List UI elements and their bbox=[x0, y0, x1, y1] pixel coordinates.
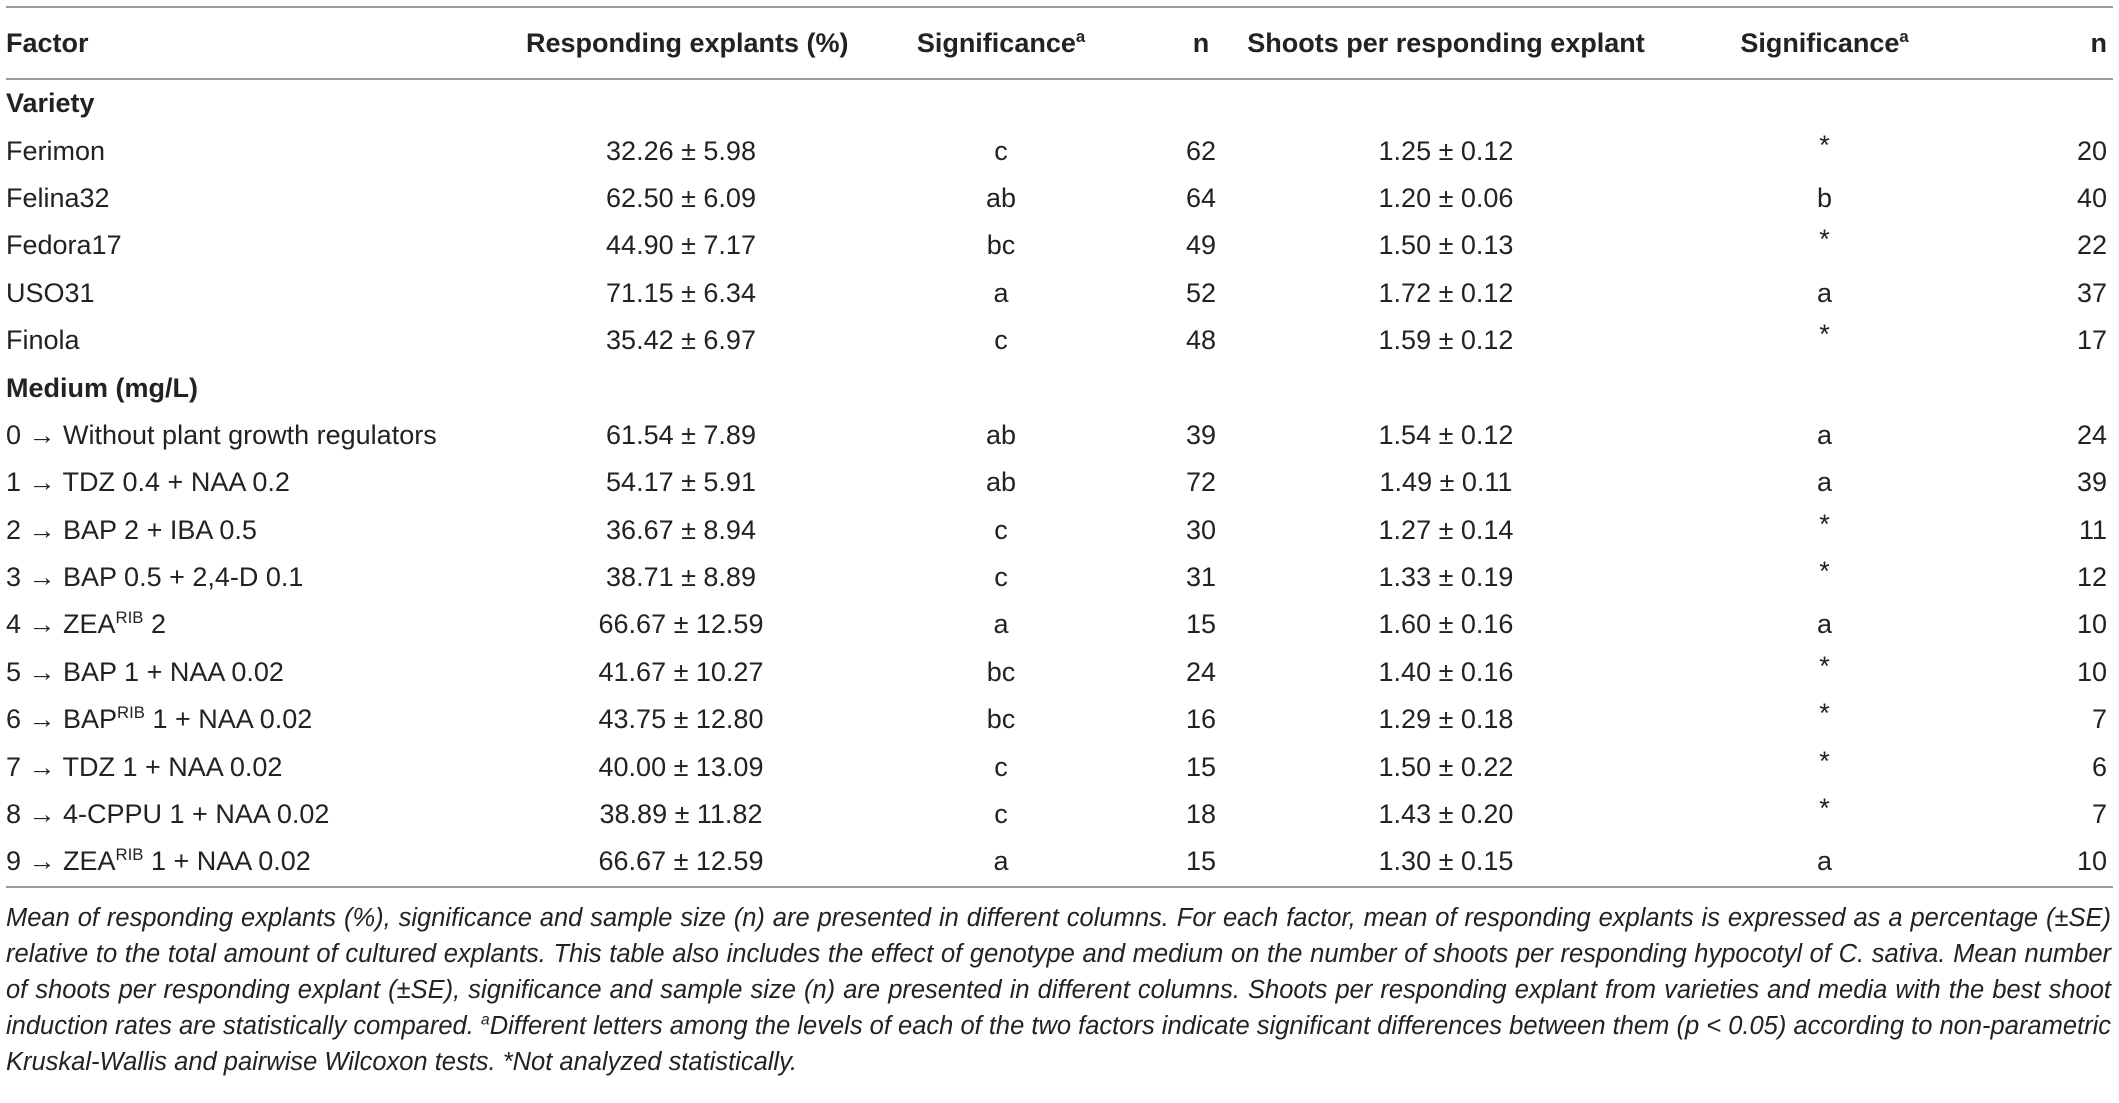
cell-responding: 66.67 ± 12.59 bbox=[598, 609, 764, 640]
cell-n-2: 22 bbox=[2076, 230, 2107, 261]
cell-shoots: 1.59 ± 0.12 bbox=[1378, 325, 1514, 356]
table-row bbox=[6, 175, 2113, 222]
header-significance-2: Significance$^a$ bbox=[1740, 26, 1909, 58]
table-row bbox=[6, 222, 2113, 269]
cell-n-1: 49 bbox=[1185, 230, 1217, 261]
cell-n-2: 10 bbox=[2076, 656, 2107, 687]
cell-shoots: 1.27 ± 0.14 bbox=[1378, 514, 1514, 545]
table-body bbox=[6, 79, 2113, 887]
cell-n-1: 31 bbox=[1185, 562, 1217, 593]
cell-significance-1: bc bbox=[986, 656, 1016, 687]
cell-significance-2: * bbox=[1819, 793, 1830, 824]
cell-n-1: 18 bbox=[1185, 799, 1217, 830]
table-header bbox=[6, 7, 2113, 79]
header-n-2: n bbox=[2090, 27, 2107, 58]
table-row bbox=[6, 459, 2113, 506]
cell-responding: 71.15 ± 6.34 bbox=[606, 277, 756, 308]
cell-factor: 0 → Without plant growth regulators bbox=[6, 419, 437, 450]
cell-factor: $4 \to ZEA^{RIB}$ 2 bbox=[6, 608, 166, 640]
cell-significance-1: a bbox=[993, 277, 1009, 308]
cell-shoots: 1.40 ± 0.16 bbox=[1378, 656, 1514, 687]
table-footnote: Mean of responding explants (%), significance and sample size (n) are presented in different columns. For each factor, mean of responding explants is expressed as a percentage (±SE) relative to the total amount of cultured explants. This table also includes the effect of genotype and medium on the number of shoots per responding hypocotyl of C. sativa. Mean number of shoots per responding explant (±SE), significance and sample size (n) are presented in different columns. Shoots per responding explant from varieties and media with the best shoot induction rates are statistically compared. $^a$Different letters among the levels of each of the two factors indicate significant differences between them (p < 0.05) according to non-parametric Kruskal-Wallis and pairwise Wilcoxon tests. *Not analyzed statistically. bbox=[6, 903, 2111, 1077]
cell-significance-1: c bbox=[994, 514, 1008, 545]
cell-significance-2: b bbox=[1816, 182, 1833, 213]
cell-n-1: 48 bbox=[1185, 325, 1217, 356]
cell-n-2: 40 bbox=[2076, 182, 2107, 213]
cell-responding: 62.50 ± 6.09 bbox=[606, 182, 756, 213]
cell-significance-1: c bbox=[994, 135, 1008, 166]
cell-n-2: 12 bbox=[2076, 562, 2107, 593]
results-table bbox=[6, 6, 2113, 888]
cell-n-1: 15 bbox=[1185, 846, 1217, 877]
table-row bbox=[6, 838, 2113, 886]
cell-n-2: 37 bbox=[2076, 277, 2107, 308]
cell-factor: 5 → BAP 1 + NAA 0.02 bbox=[6, 656, 284, 687]
cell-shoots: 1.50 ± 0.22 bbox=[1378, 751, 1514, 782]
cell-shoots: 1.50 ± 0.13 bbox=[1378, 230, 1514, 261]
cell-responding: 43.75 ± 12.80 bbox=[598, 704, 764, 735]
cell-significance-2: a bbox=[1816, 467, 1833, 498]
cell-shoots: 1.49 ± 0.11 bbox=[1379, 467, 1513, 498]
cell-significance-2: * bbox=[1819, 508, 1830, 539]
cell-responding: 32.26 ± 5.98 bbox=[606, 135, 756, 166]
cell-significance-1: c bbox=[994, 751, 1008, 782]
header-significance-1: Significance$^a$ bbox=[916, 26, 1086, 58]
cell-factor: 7 → TDZ 1 + NAA 0.02 bbox=[6, 751, 283, 782]
cell-significance-1: bc bbox=[986, 230, 1016, 261]
cell-significance-1: ab bbox=[985, 182, 1017, 213]
cell-n-2: 6 bbox=[2091, 751, 2107, 782]
cell-n-2: 7 bbox=[2091, 704, 2107, 735]
cell-n-1: 16 bbox=[1185, 704, 1217, 735]
section-row-medium bbox=[6, 364, 2113, 411]
cell-responding: 61.54 ± 7.89 bbox=[606, 419, 756, 450]
cell-significance-2: * bbox=[1819, 129, 1830, 160]
cell-responding: 36.67 ± 8.94 bbox=[606, 514, 756, 545]
table-row bbox=[6, 743, 2113, 790]
cell-n-2: 17 bbox=[2076, 325, 2107, 356]
cell-n-2: 24 bbox=[2076, 419, 2107, 450]
cell-responding: 41.67 ± 10.27 bbox=[598, 656, 764, 687]
cell-shoots: 1.30 ± 0.15 bbox=[1378, 846, 1514, 877]
table-row bbox=[6, 791, 2113, 838]
cell-significance-2: a bbox=[1816, 277, 1833, 308]
cell-n-2: 20 bbox=[2076, 135, 2107, 166]
cell-factor: $6 \to BAP^{RIB}$ 1 + NAA 0.02 bbox=[6, 703, 313, 735]
cell-shoots: 1.72 ± 0.12 bbox=[1378, 277, 1514, 308]
cell-factor: USO31 bbox=[6, 277, 95, 308]
cell-shoots: 1.43 ± 0.20 bbox=[1378, 799, 1514, 830]
cell-n-1: 15 bbox=[1185, 751, 1217, 782]
cell-shoots: 1.20 ± 0.06 bbox=[1378, 182, 1514, 213]
cell-n-2: 7 bbox=[2091, 799, 2107, 830]
cell-significance-2: * bbox=[1819, 556, 1830, 587]
cell-responding: 40.00 ± 13.09 bbox=[598, 751, 764, 782]
header-n-1: n bbox=[1192, 27, 1210, 58]
cell-significance-1: ab bbox=[985, 467, 1017, 498]
cell-shoots: 1.25 ± 0.12 bbox=[1378, 135, 1514, 166]
table-row bbox=[6, 127, 2113, 174]
cell-responding: 66.67 ± 12.59 bbox=[598, 846, 764, 877]
cell-significance-1: a bbox=[993, 609, 1009, 640]
cell-responding: 54.17 ± 5.91 bbox=[606, 467, 756, 498]
cell-significance-1: ab bbox=[985, 419, 1017, 450]
cell-significance-1: bc bbox=[986, 704, 1016, 735]
cell-responding: 38.71 ± 8.89 bbox=[606, 562, 756, 593]
cell-significance-2: a bbox=[1816, 419, 1833, 450]
cell-significance-1: c bbox=[994, 799, 1008, 830]
cell-n-2: 10 bbox=[2076, 609, 2107, 640]
cell-significance-2: * bbox=[1819, 650, 1830, 681]
table-row bbox=[6, 696, 2113, 743]
cell-n-1: 72 bbox=[1185, 467, 1217, 498]
cell-n-2: 39 bbox=[2076, 467, 2107, 498]
header-shoots-per-explant: Shoots per responding explant bbox=[1247, 27, 1645, 58]
cell-shoots: 1.60 ± 0.16 bbox=[1378, 609, 1514, 640]
section-row-variety bbox=[6, 79, 2113, 127]
cell-significance-2: * bbox=[1819, 319, 1830, 350]
header-responding-explants: Responding explants (%) bbox=[526, 27, 849, 58]
cell-factor: Fedora17 bbox=[6, 230, 122, 261]
cell-significance-2: a bbox=[1816, 609, 1833, 640]
cell-significance-2: * bbox=[1819, 224, 1830, 255]
cell-factor: Finola bbox=[6, 325, 80, 356]
cell-significance-1: c bbox=[994, 325, 1008, 356]
cell-n-1: 62 bbox=[1185, 135, 1217, 166]
cell-factor: 8 → 4-CPPU 1 + NAA 0.02 bbox=[6, 799, 330, 830]
cell-significance-2: * bbox=[1819, 745, 1830, 776]
cell-n-1: 64 bbox=[1185, 182, 1217, 213]
cell-factor: 2 → BAP 2 + IBA 0.5 bbox=[6, 514, 257, 545]
cell-responding: 38.89 ± 11.82 bbox=[599, 799, 763, 830]
table-row bbox=[6, 412, 2113, 459]
cell-n-2: 10 bbox=[2076, 846, 2107, 877]
cell-n-1: 39 bbox=[1185, 419, 1217, 450]
cell-n-2: 11 bbox=[2078, 514, 2107, 545]
cell-n-1: 30 bbox=[1185, 514, 1217, 545]
cell-factor: $9 \to ZEA^{RIB}$ 1 + NAA 0.02 bbox=[6, 845, 311, 877]
cell-shoots: 1.33 ± 0.19 bbox=[1378, 562, 1514, 593]
section-label-medium: Medium (mg/L) bbox=[6, 372, 198, 403]
table-row bbox=[6, 601, 2113, 648]
cell-significance-1: c bbox=[994, 562, 1008, 593]
cell-responding: 44.90 ± 7.17 bbox=[606, 230, 756, 261]
table-container bbox=[6, 6, 2113, 1081]
cell-n-1: 52 bbox=[1185, 277, 1217, 308]
cell-factor: Ferimon bbox=[6, 135, 106, 166]
cell-n-1: 15 bbox=[1185, 609, 1217, 640]
cell-significance-1: a bbox=[993, 846, 1009, 877]
cell-shoots: 1.29 ± 0.18 bbox=[1378, 704, 1514, 735]
header-row bbox=[6, 7, 2113, 79]
table-row bbox=[6, 317, 2113, 364]
table-row bbox=[6, 649, 2113, 696]
cell-factor: 1 → TDZ 0.4 + NAA 0.2 bbox=[6, 467, 290, 498]
table-row bbox=[6, 270, 2113, 317]
cell-significance-2: a bbox=[1816, 846, 1833, 877]
cell-n-1: 24 bbox=[1185, 656, 1217, 687]
cell-factor: Felina32 bbox=[6, 182, 110, 213]
header-factor: Factor bbox=[6, 27, 89, 58]
table-row bbox=[6, 507, 2113, 554]
table-row bbox=[6, 554, 2113, 601]
cell-significance-2: * bbox=[1819, 698, 1830, 729]
cell-responding: 35.42 ± 6.97 bbox=[606, 325, 756, 356]
section-label-variety: Variety bbox=[6, 88, 95, 119]
cell-factor: 3 → BAP 0.5 + 2,4-D 0.1 bbox=[6, 562, 304, 593]
cell-shoots: 1.54 ± 0.12 bbox=[1378, 419, 1514, 450]
